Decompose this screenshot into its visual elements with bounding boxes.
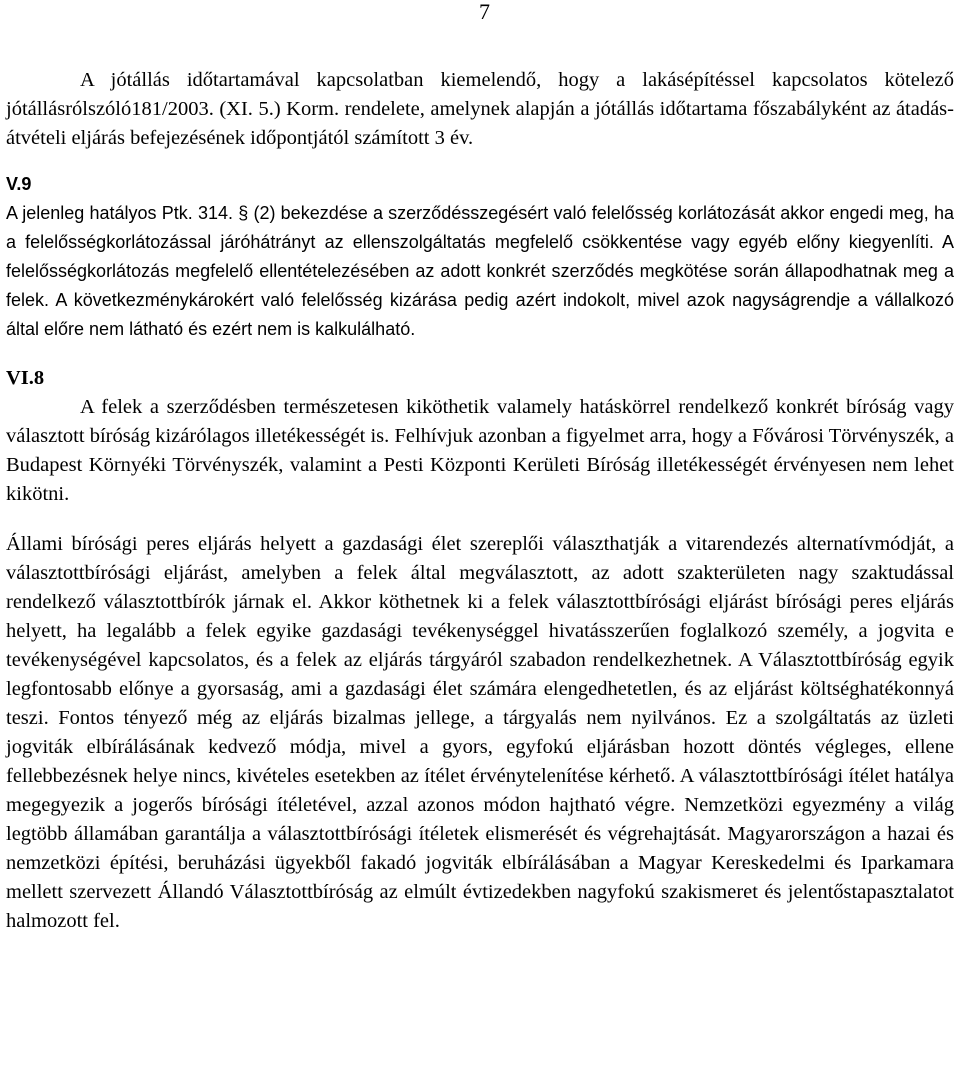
- paragraph-warranty-period: A jótállás időtartamával kapcsolatban kiemelendő, hogy a lakásépítéssel kapcsolatos kötelező jótállásrólszóló181/2003. (XI. 5.) Korm. rendelete, amelynek alapján a jótállás időtartama főszabályként az átadás-átvételi eljárás befejezésének időpontjától számított 3 év.: [6, 69, 954, 149]
- paragraph-jurisdiction: A felek a szerződésben természetesen kiköthetik valamely hatáskörrel rendelkező konkrét bíróság vagy választott bíróság kizárólagos illetékességét is. Felhívjuk azonban a figyelmet arra, hogy a Fővárosi Törvényszék, a Budapest Környéki Törvényszék, valamint a Pesti Központi Kerületi Bíróság illetékességét érvényesen nem lehet kikötni.: [6, 396, 954, 505]
- page-content: [6, 66, 954, 936]
- section-heading-v9: V.9: [6, 174, 32, 194]
- paragraph-liability-limitation: A jelenleg hatályos Ptk. 314. § (2) bekezdése a szerződésszegésért való felelősség korlátozását akkor engedi meg, ha a felelősségkorlátozással járóhátrányt az ellenszolgáltatás megfelelő csökkentése vagy egyéb előny kiegyenlíti. A felelősségkorlátozás megfelelő ellentételezésében az adott konkrét szerződés megkötése során állapodhatnak meg a felek. A következménykárokért való felelősség kizárása pedig azért indokolt, mivel azok nagyságrendje a vállalkozó által előre nem látható és ezért nem is kalkulálható.: [6, 203, 954, 339]
- section-heading-vi8: VI.8: [6, 367, 45, 389]
- spacer: [6, 509, 954, 530]
- spacer: [6, 344, 954, 364]
- spacer: [6, 153, 954, 170]
- paragraph-arbitration: Állami bírósági peres eljárás helyett a gazdasági élet szereplői választhatják a vitarendezés alternatívmódját, a választottbírósági eljárást, amelyben a felek által megválasztott, az adott szakterületen nagy szaktudással rendelkező választottbírók járnak el. Akkor köthetnek ki a felek választottbírósági eljárást bírósági peres eljárás helyett, ha legalább a felek egyike gazdasági tevékenységgel hivatásszerűen foglalkozó személy, a jogvita e tevékenységével kapcsolatos, és a felek az eljárás tárgyáról szabadon rendelkezhetnek. A Választottbíróság egyik legfontosabb előnye a gyorsaság, ami a gazdasági élet számára elengedhetetlen, és az eljárást költséghatékonnyá teszi. Fontos tényező még az eljárás bizalmas jellege, a tárgyalás nem nyilvános. Ez a szolgáltatás az üzleti jogviták elbírálásának kedvező módja, mivel a gyors, egyfokú eljárásban hozott döntés végleges, ellene fellebbezésnek helye nincs, kivételes esetekben az ítélet érvénytelenítése kérhető. A választottbírósági ítélet hatálya megegyezik a jogerős bírósági ítéletével, azzal azonos módon hajtható végre. Nemzetközi egyezmény a világ legtöbb államában garantálja a választottbírósági ítéletek elismerését és végrehajtását. Magyarországon a hazai és nemzetközi építési, beruházási ügyekből fakadó jogviták elbírálásában a Magyar Kereskedelmi és Iparkamara mellett szervezett Állandó Választottbíróság az elmúlt évtizedekben nagyfokú szakismeret és jelentőstapasztalatot halmozott fel.: [6, 533, 954, 932]
- page-number: 7: [479, 0, 490, 24]
